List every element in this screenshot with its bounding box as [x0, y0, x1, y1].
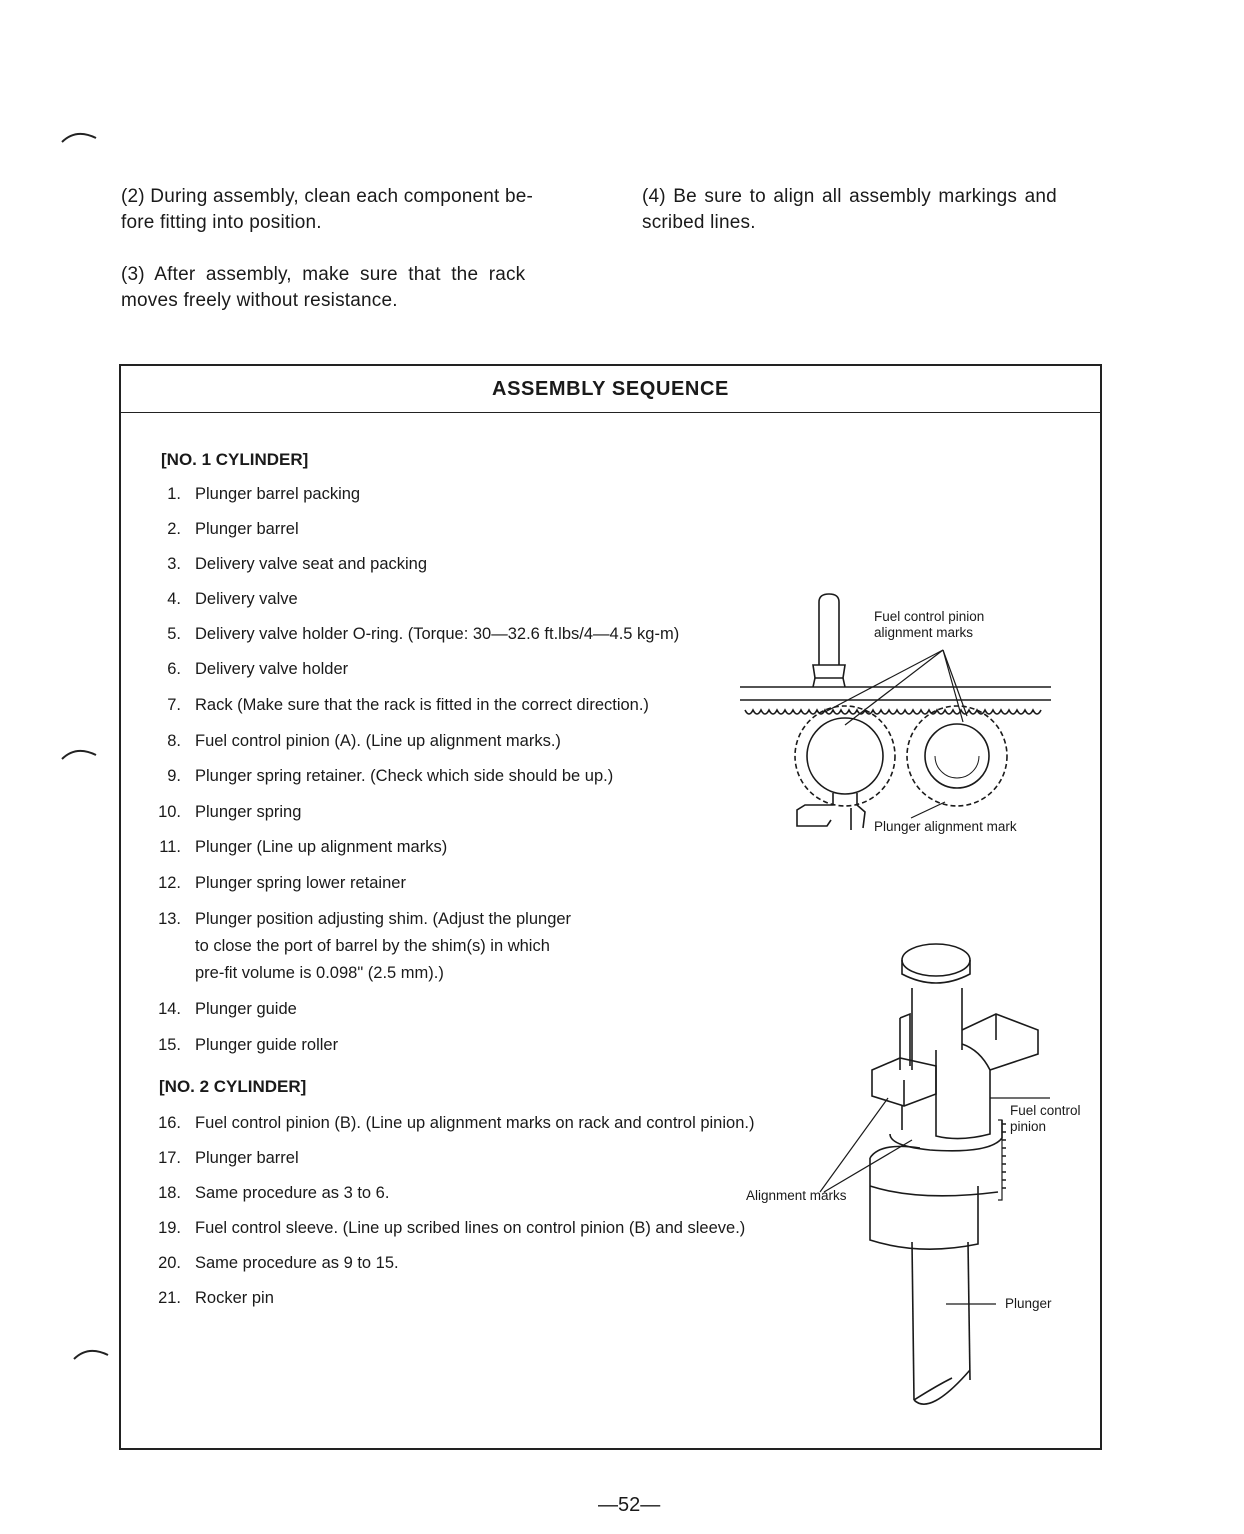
paragraph-3: (3) After assembly, make sure that the rack moves freely without resistance.: [121, 264, 526, 311]
section-heading-cylinder-2: [NO. 2 CYLINDER]: [159, 1077, 307, 1096]
label-pinion-alignment-marks: Fuel control pinion alignment marks: [874, 609, 985, 640]
assembly-sequence-box: ASSEMBLY SEQUENCE [NO. 1 CYLINDER] 1. Plunger barrel packing 2. Plunger barrel 3. Delivery valve seat and packing 4. Delivery valve 5. Delivery valve holder O-ring. (Torque: 30—32.6 ft.lbs/4—4.5 kg-m) 6. Delivery valve holder 7. Rack (Make sure that the rack is fitted in the correct direction.) 8. Fuel control pinion (A). (Line up alignment marks.) 9. Plunger spring retainer. (Check which side should be up.) 10. Plunger spring 11. Plunger (Line up alignment marks) 12. Plunger spring lower retainer 13. Plunger position adjusting shim. (Adjust the plunger to close the port of barrel by the shim(s) in which pre-fit volume is 0.098" (2.5 mm).) 14. Plunger guide 15. Plunger guide roller [NO. 2 CYLINDER] 16. Fuel control pinion (B). (Line up alignment marks on rack and control pinion.) 17. Plunger barrel 18. Same procedure as 3 to 6. 19. Fuel control sleeve. (Line up scribed lines on control pinion (B) and sleeve.) 20. Same procedure as 9 to 15. 21. Rocker pin: [119, 364, 1102, 1450]
paragraph-4: (4) Be sure to align all assembly markings and scribed lines.: [642, 186, 1057, 233]
label-plunger: Plunger: [1005, 1296, 1052, 1311]
label-fuel-control-pinion: Fuel control pinion: [1010, 1103, 1081, 1134]
section-heading-cylinder-1: [NO. 1 CYLINDER]: [161, 450, 309, 469]
paragraph-2: (2) During assembly, clean each component be- fore fitting into position.: [121, 186, 534, 233]
page-number: —52—: [598, 1494, 661, 1516]
margin-mark: [60, 128, 100, 148]
label-alignment-marks: Alignment marks: [746, 1188, 847, 1203]
margin-mark: [60, 745, 100, 765]
box-title: ASSEMBLY SEQUENCE: [121, 366, 1100, 413]
margin-mark: [72, 1345, 112, 1365]
label-plunger-alignment-mark: Plunger alignment mark: [874, 819, 1017, 834]
plunger-assembly-diagram: [740, 930, 1100, 1430]
